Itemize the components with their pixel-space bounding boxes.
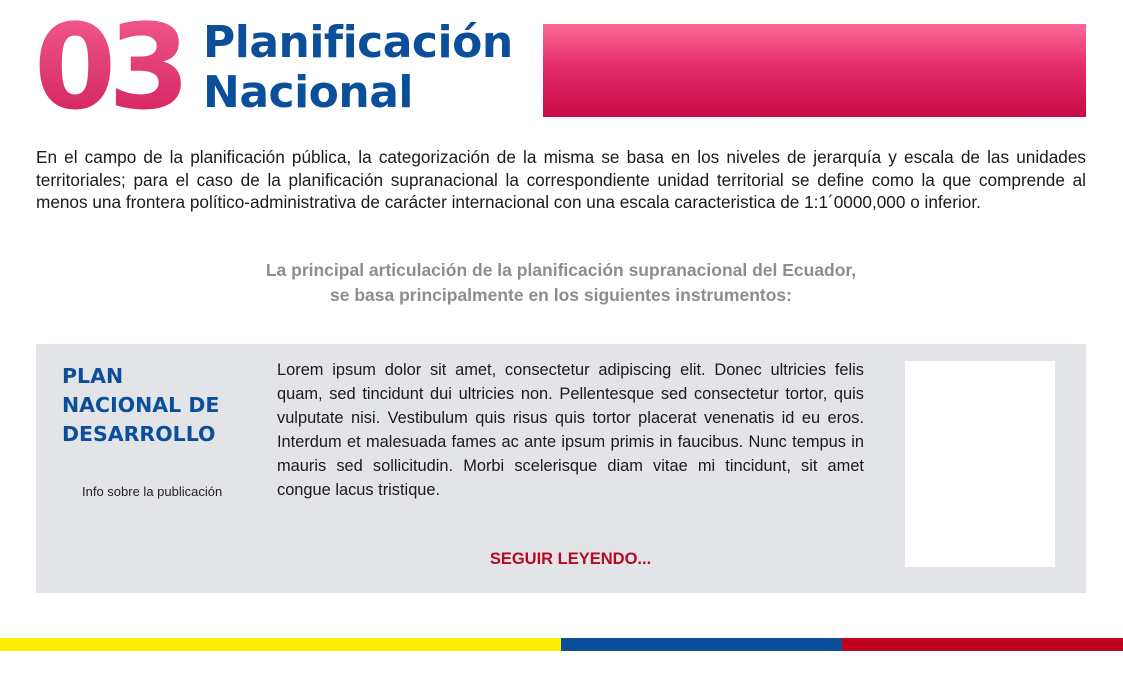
card-title-line-2: NACIONAL DE: [62, 393, 220, 417]
flag-yellow-band: [0, 638, 561, 651]
card-title-line-3: DESARROLLO: [62, 422, 216, 446]
section-number: 03: [34, 6, 194, 128]
instruments-subtitle: [36, 258, 1086, 308]
page-title-line-1: Planificación: [203, 17, 513, 68]
intro-paragraph: En el campo de la planificación pública, la categorización de la misma se basa en los niveles de jerarquía y escala de las unidades territoriales; para el caso de la planificación supranacional la correspondiente unidad territorial se define como la que comprende al menos una frontera político-administrativa de carácter internacional con una escala caracteristica de 1:1´0000,000 o inferior.: [36, 147, 1086, 212]
page-title: [203, 18, 533, 118]
header-banner: [543, 24, 1086, 117]
publication-info: Info sobre la publicación: [82, 484, 223, 499]
publication-cover-image[interactable]: [905, 361, 1055, 567]
publication-card: [36, 344, 1086, 593]
subtitle-line-2: se basa principalmente en los siguientes instrumentos:: [330, 285, 792, 305]
subtitle-line-1: La principal articulación de la planificación supranacional del Ecuador,: [265, 260, 857, 280]
page-title-line-2: Nacional: [203, 67, 414, 118]
flag-red-band: [842, 638, 1123, 651]
card-title-line-1: PLAN: [62, 364, 124, 388]
flag-stripe: [0, 638, 1123, 651]
read-more-link[interactable]: SEGUIR LEYENDO...: [489, 550, 652, 568]
flag-blue-band: [561, 638, 842, 651]
card-title: [62, 362, 252, 449]
card-description: Lorem ipsum dolor sit amet, consectetur adipiscing elit. Donec ultricies felis quam, sed tincidunt dui ultricies non. Pellentesque sed consectetur tortor, quis vulputate nisi. Vestibulum quis risus quis tortor placerat venenatis id eu eros. Interdum et malesuada fames ac ante ipsum primis in faucibus. Nunc tempus in mauris sed sollicitudin. Morbi scelerisque diam vitae mi tincidunt, sit amet congue lacus tristique.: [277, 361, 864, 499]
